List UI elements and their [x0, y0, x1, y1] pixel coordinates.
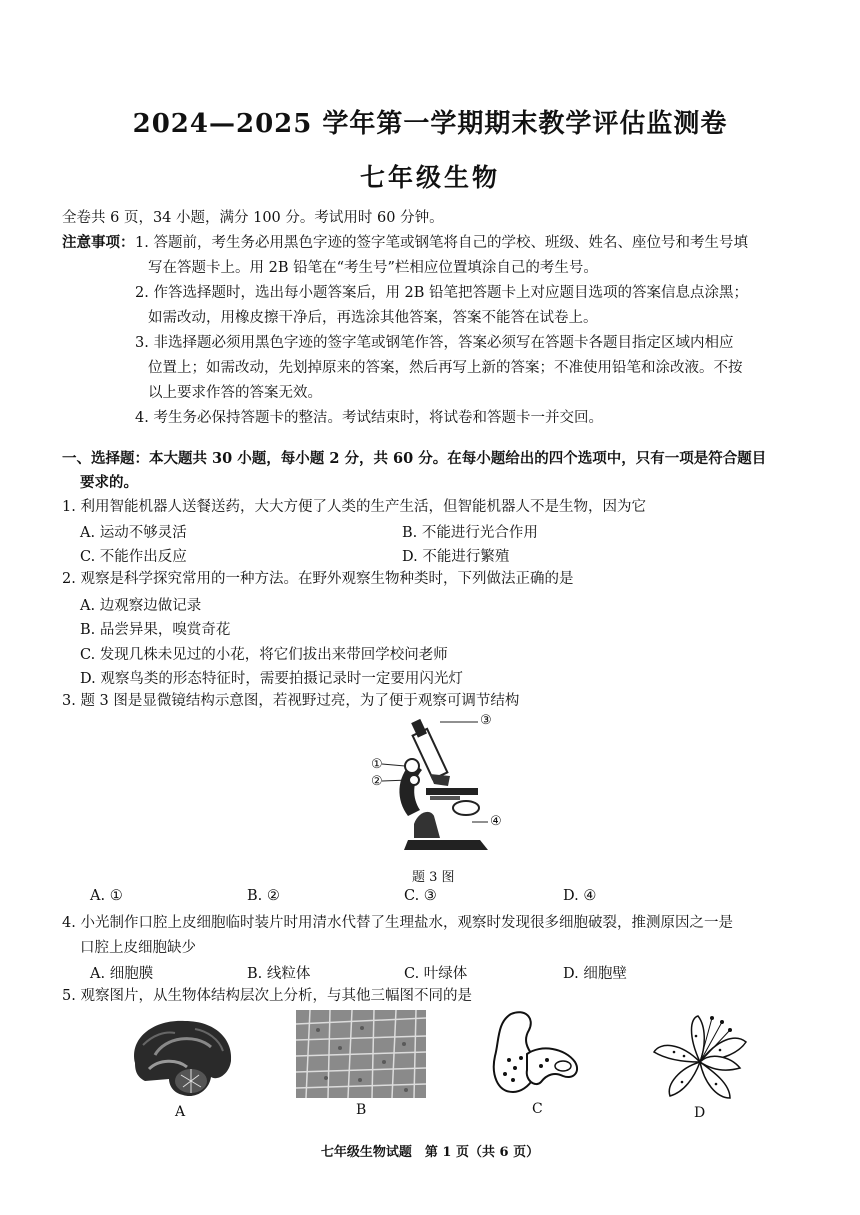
q4-stem: 4. 小光制作口腔上皮细胞临时装片时用清水代替了生理盐水，观察时发现很多细胞破裂，推测原因之一是 [62, 915, 733, 931]
q2-option-c: C. 发现几株未见过的小花，将它们拔出来带回学校问老师 [80, 647, 448, 663]
microscope-label-4: ④ [490, 814, 502, 829]
section-1-heading-cont: 要求的。 [80, 474, 138, 491]
tissue-image [296, 1010, 426, 1098]
q5-label-c: C [532, 1101, 543, 1117]
notice-item-1: 1. 答题前，考生务必用黑色字迹的签字笔或钢笔将自己的学校、班级、姓名、座位号和考生号填 [135, 235, 748, 251]
q3-option-d: D. ④ [563, 888, 597, 904]
q1-option-a: A. 运动不够灵活 [80, 525, 187, 541]
section-1-heading: 一、选择题：本大题共 30 小题，每小题 2 分，共 60 分。在每小题给出的四个选项中，只有一项是符合题目 [62, 450, 767, 467]
q4-stem-cont: 口腔上皮细胞缺少 [80, 940, 196, 956]
q1-option-b: B. 不能进行光合作用 [402, 525, 538, 541]
seed-image [485, 1008, 585, 1100]
q2-option-a: A. 边观察边做记录 [80, 598, 202, 614]
notice-item-3-cont: 位置上；如需改动，先划掉原来的答案，然后再写上新的答案；不准使用铅笔和涂改液。不按 [148, 360, 743, 376]
notice-item-4: 4. 考生务必保持答题卡的整洁。考试结束时，将试卷和答题卡一并交回。 [135, 410, 603, 426]
q3-option-a: A. ① [90, 888, 123, 904]
page-footer: 七年级生物试题 第 1 页（共 6 页） [320, 1145, 540, 1160]
exam-intro: 全卷共 6 页，34 小题，满分 100 分。考试用时 60 分钟。 [62, 210, 444, 226]
q4-option-a: A. 细胞膜 [90, 966, 154, 982]
notice-item-3-cont2: 以上要求作答的答案无效。 [148, 385, 322, 401]
q3-figure-caption: 题 3 图 [412, 870, 455, 885]
q5-label-b: B [356, 1102, 367, 1118]
q4-option-d: D. 细胞壁 [563, 966, 627, 982]
q2-option-d: D. 观察鸟类的形态特征时，需要拍摄记录时一定要用闪光灯 [80, 671, 463, 687]
microscope-label-2: ② [371, 774, 383, 789]
q3-option-c: C. ③ [404, 888, 437, 904]
brain-image [125, 1015, 237, 1101]
q5-stem: 5. 观察图片，从生物体结构层次上分析，与其他三幅图不同的是 [62, 988, 472, 1004]
q4-option-c: C. 叶绿体 [404, 966, 468, 982]
q2-stem: 2. 观察是科学探究常用的一种方法。在野外观察生物种类时，下列做法正确的是 [62, 571, 574, 587]
notice-item-1-cont: 写在答题卡上。用 2B 铅笔在“考生号”栏相应位置填涂自己的考生号。 [148, 260, 598, 276]
q5-label-d: D [694, 1105, 706, 1121]
q3-stem: 3. 题 3 图是显微镜结构示意图，若视野过亮，为了便于观察可调节结构 [62, 693, 520, 709]
q2-option-b: B. 品尝异果，嗅赏奇花 [80, 622, 231, 638]
q1-option-c: C. 不能作出反应 [80, 549, 187, 565]
exam-subtitle: 七年级生物 [359, 163, 500, 192]
q1-option-d: D. 不能进行繁殖 [402, 549, 510, 565]
microscope-label-3: ③ [480, 713, 492, 728]
exam-title: 2024—2025 学年第一学期期末教学评估监测卷 [132, 109, 728, 139]
q4-option-b: B. 线粒体 [247, 966, 311, 982]
lily-flower-image [650, 1012, 754, 1108]
notice-item-3: 3. 非选择题必须用黑色字迹的签字笔或钢笔作答，答案必须写在答题卡各题目指定区域内相应 [135, 335, 734, 351]
notice-item-2-cont: 如需改动，用橡皮擦干净后，再选涂其他答案，答案不能答在试卷上。 [148, 310, 598, 326]
q3-option-b: B. ② [247, 888, 280, 904]
microscope-label-1: ① [371, 757, 383, 772]
q5-label-a: A [175, 1104, 186, 1120]
notice-label: 注意事项： [62, 234, 135, 251]
q1-stem: 1. 利用智能机器人送餐送药，大大方便了人类的生产生活，但智能机器人不是生物，因为它 [62, 499, 646, 515]
notice-item-2: 2. 作答选择题时，选出每小题答案后，用 2B 铅笔把答题卡上对应题目选项的答案信息点涂黑； [135, 285, 749, 301]
